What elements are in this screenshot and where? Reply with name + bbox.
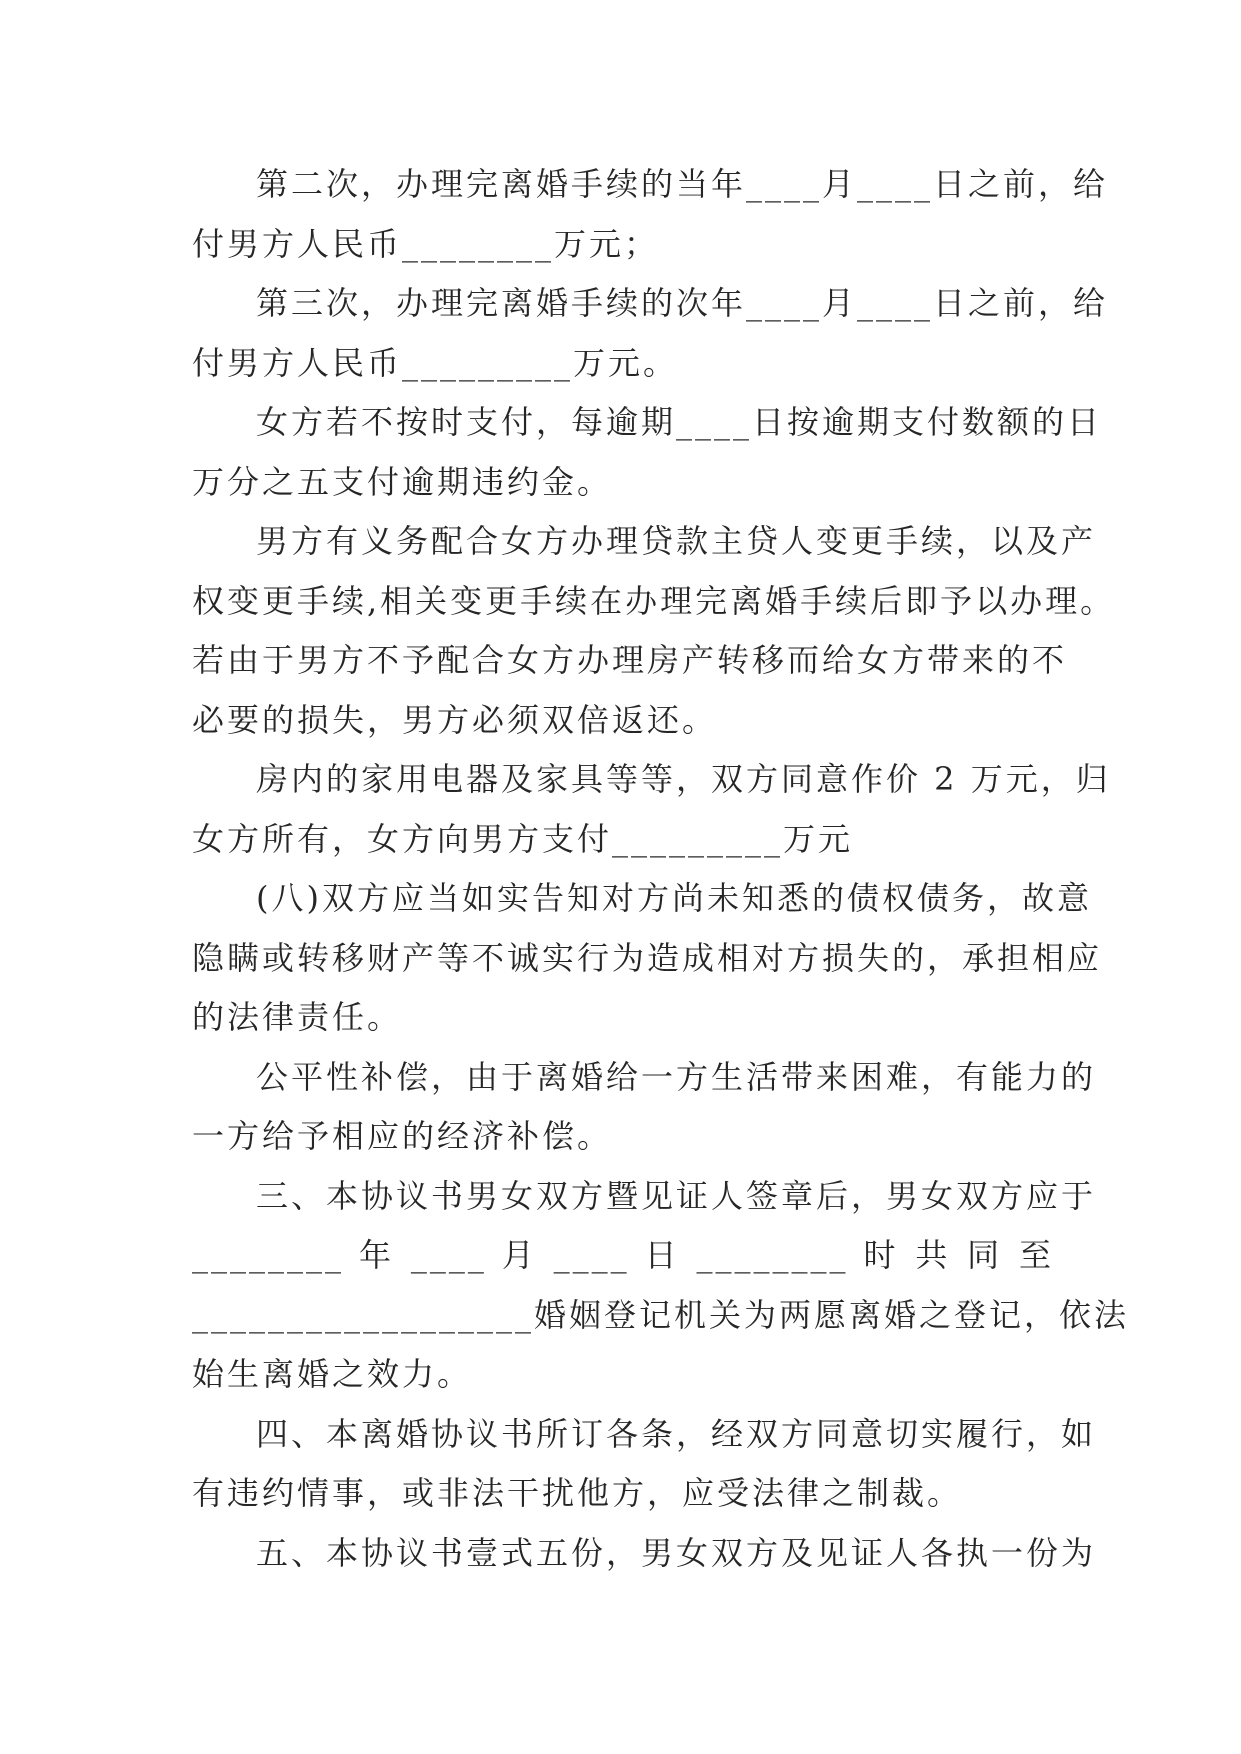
para-debt-disclosure-line-1: (八)双方应当如实告知对方尚未知悉的债权债务，故意 — [256, 879, 1092, 917]
para-second-payment-line-1: 第二次，办理完离婚手续的当年____月____日之前，给 — [256, 165, 1109, 203]
para-clause-five-line-1: 五、本协议书壹式五份，男女双方及见证人各执一份为 — [256, 1533, 1097, 1572]
para-loan-transfer-line-1: 男方有义务配合女方办理贷款主贷人变更手续，以及产 — [256, 522, 1097, 560]
para-late-payment-line-1: 女方若不按时支付，每逾期____日按逾期支付数额的日 — [256, 403, 1103, 441]
agreement-body — [192, 155, 1130, 1583]
para-compensation-line-1: 公平性补偿，由于离婚给一方生活带来困难，有能力的 — [256, 1057, 1097, 1096]
para-second-payment-line-2: 付男方人民币________万元； — [192, 224, 660, 263]
para-compensation-line-2: 一方给予相应的经济补偿。 — [192, 1117, 613, 1155]
para-clause-three-line-4: 始生离婚之效力。 — [192, 1355, 473, 1393]
para-loan-transfer-line-4: 必要的损失，男方必须双倍返还。 — [192, 700, 718, 739]
para-late-payment-line-2: 万分之五支付逾期违约金。 — [192, 462, 613, 501]
para-clause-four-line-2: 有违约情事，或非法干扰他方，应受法律之制裁。 — [192, 1474, 963, 1512]
para-debt-disclosure-line-2: 隐瞒或转移财产等不诚实行为造成相对方损失的，承担相应 — [192, 938, 1103, 977]
para-third-payment-line-2: 付男方人民币_________万元。 — [192, 343, 679, 382]
para-clause-four-line-1: 四、本离婚协议书所订各条，经双方同意切实履行，如 — [256, 1414, 1097, 1453]
para-clause-three-line-3: __________________婚姻登记机关为两愿离婚之登记，依法 — [192, 1295, 1130, 1334]
para-furniture-line-2: 女方所有，女方向男方支付_________万元 — [192, 819, 854, 858]
para-clause-three-line-1: 三、本协议书男女双方暨见证人签章后，男女双方应于 — [256, 1176, 1097, 1215]
para-debt-disclosure-line-3: 的法律责任。 — [192, 998, 403, 1036]
para-clause-three-line-2: ________ 年 ____ 月 ____ 日 ________ 时 共 同 至 — [192, 1236, 1054, 1274]
para-loan-transfer-line-2: 权变更手续,相关变更手续在办理完离婚手续后即予以办理。 — [192, 581, 1116, 620]
para-loan-transfer-line-3: 若由于男方不予配合女方办理房产转移而给女方带来的不 — [192, 641, 1068, 679]
para-furniture-line-1: 房内的家用电器及家具等等，双方同意作价 2 万元，归 — [256, 760, 1111, 798]
para-third-payment-line-1: 第三次，办理完离婚手续的次年____月____日之前，给 — [256, 284, 1109, 322]
